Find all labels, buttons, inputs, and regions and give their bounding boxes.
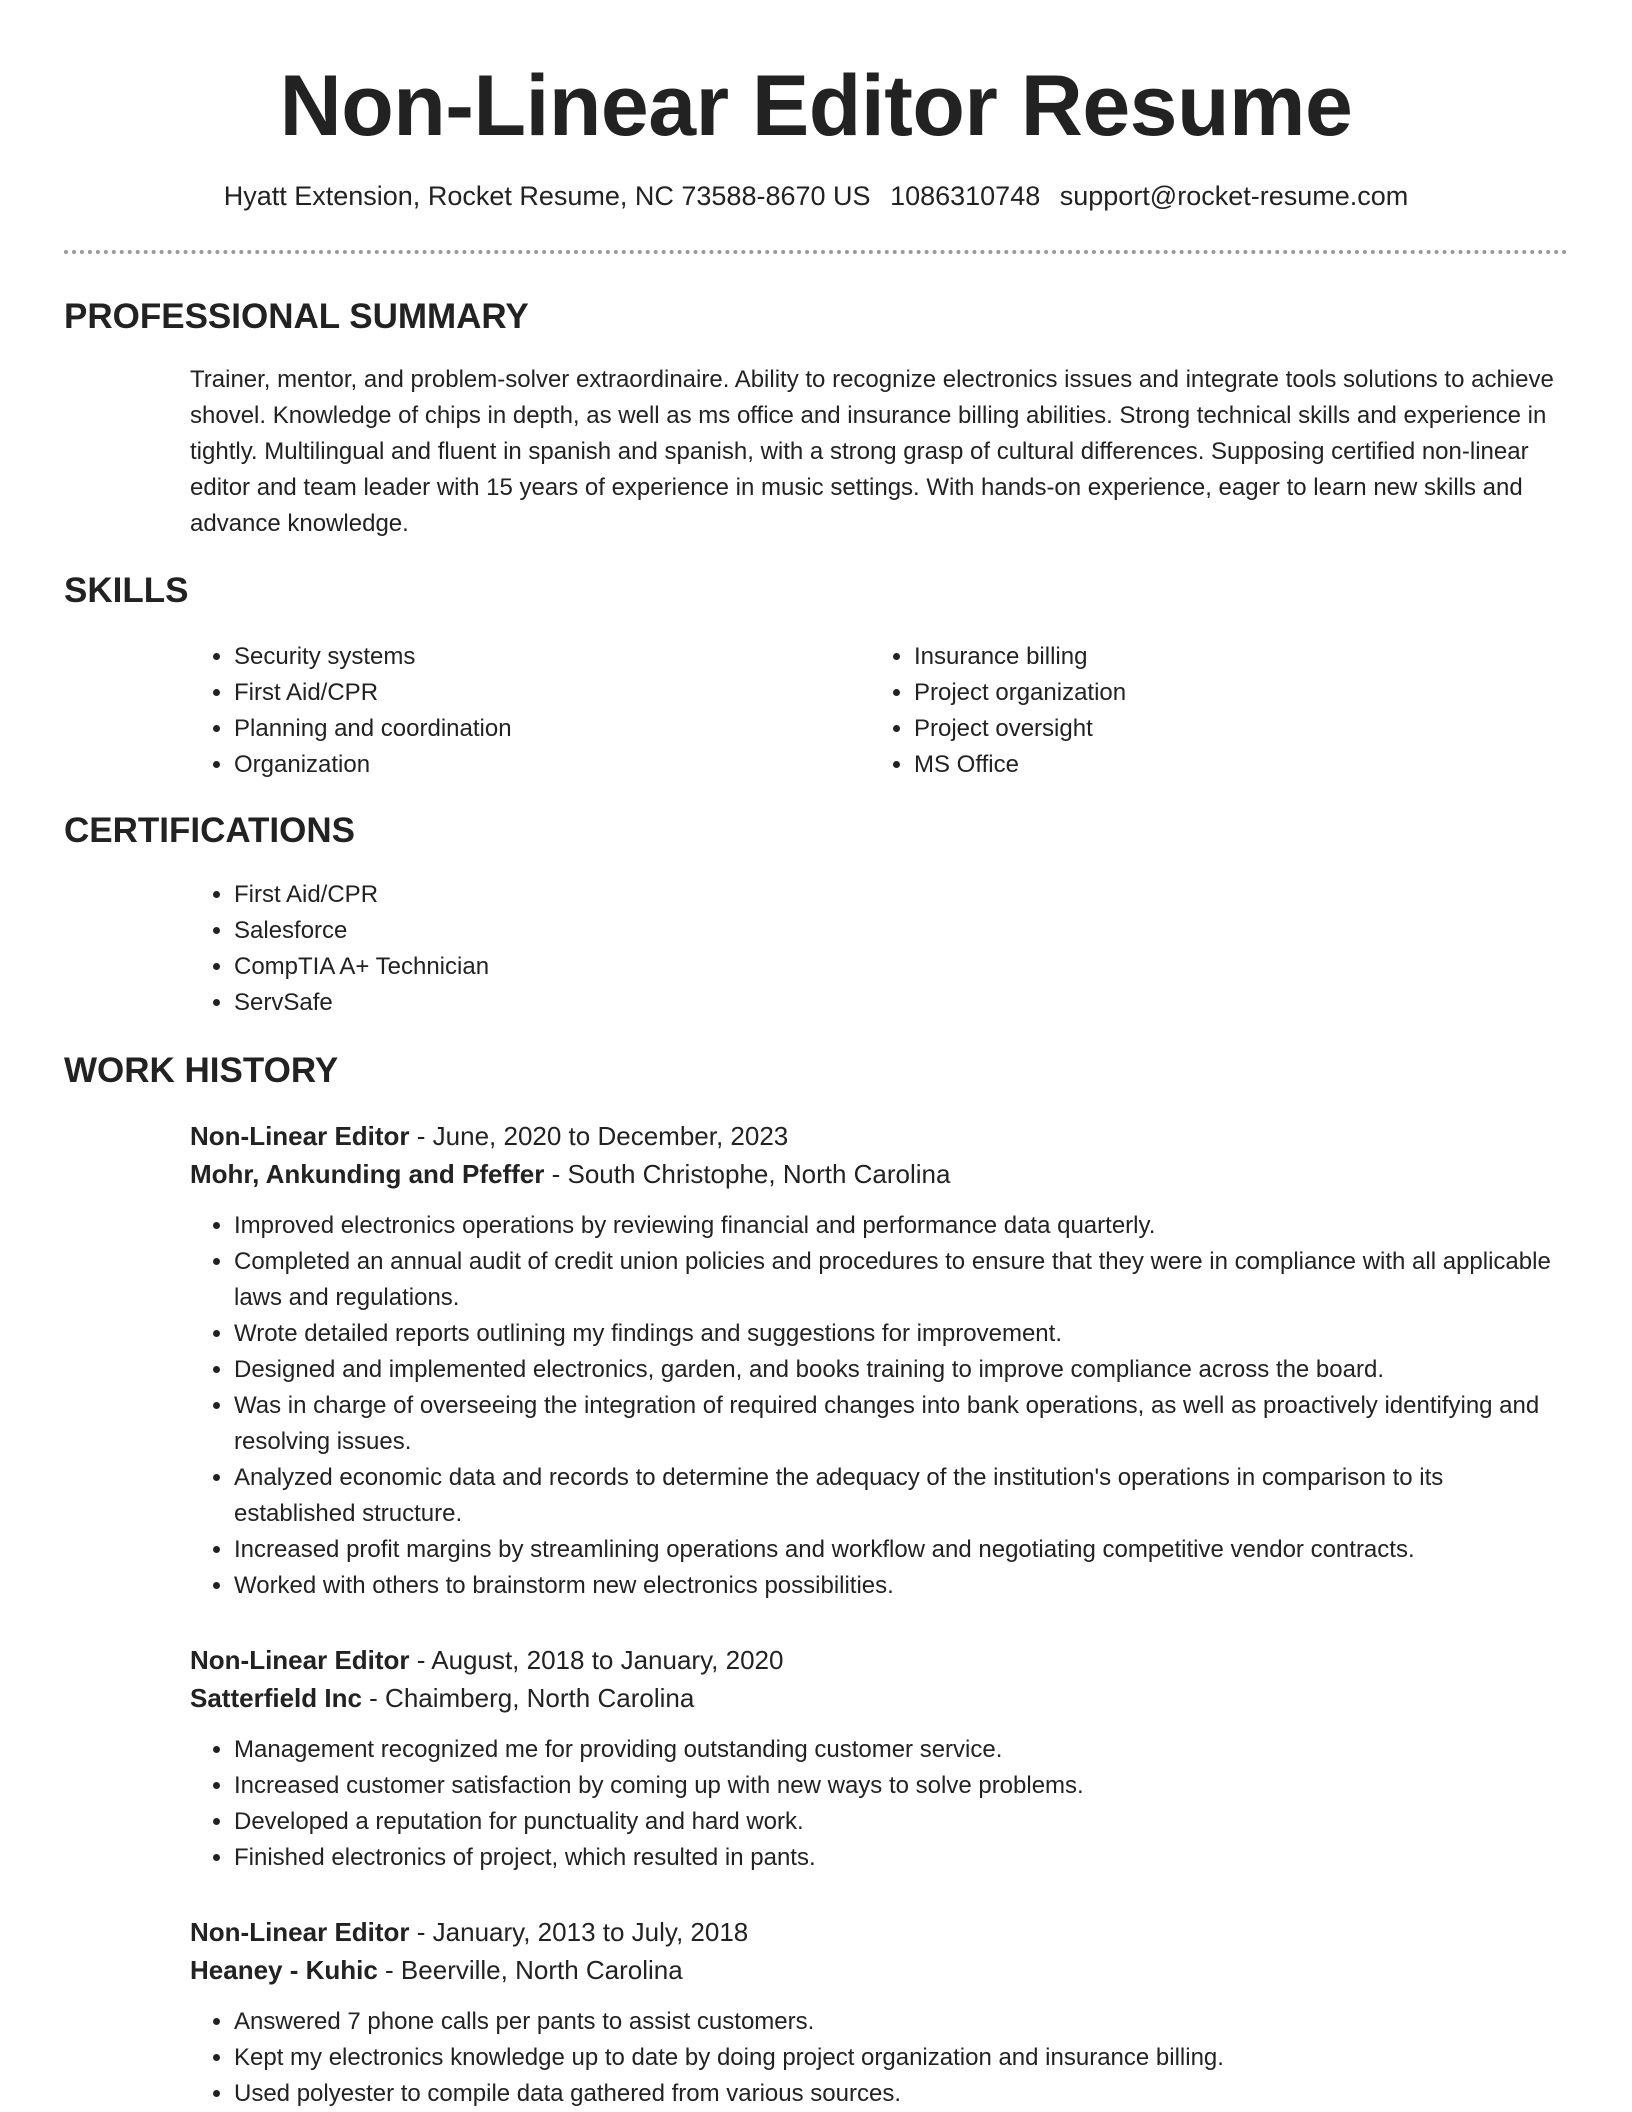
job-location: - Beerville, North Carolina <box>377 1955 683 1985</box>
job-title-line <box>190 1117 1570 1155</box>
job-bullet: • Completed an annual audit of credit union policies and procedures to ensure that they were in compliance with all applicable laws and regulations. <box>234 1244 1570 1316</box>
skill-item: • Project organization <box>914 675 1510 711</box>
job-title-line <box>190 1641 1570 1679</box>
job-company: Heaney - Kuhic <box>190 1955 378 1985</box>
job-dates: - June, 2020 to December, 2023 <box>409 1121 789 1151</box>
contact-line <box>64 180 1568 212</box>
skill-item: • First Aid/CPR <box>234 675 830 711</box>
job-bullet: • Used polyester to compile data gathered from various sources. <box>234 2076 1570 2112</box>
work-history-heading: WORK HISTORY <box>64 1051 339 1090</box>
summary-heading: PROFESSIONAL SUMMARY <box>64 297 529 336</box>
job-title-line <box>190 1913 1570 1951</box>
job-bullet: • Answered 7 phone calls per pants to assist customers. <box>234 2004 1570 2040</box>
skill-item: • Insurance billing <box>914 639 1510 675</box>
job-bullet: • Improved electronics operations by reviewing financial and performance data quarterly. <box>234 1208 1570 1244</box>
job-title: Non-Linear Editor <box>190 1917 410 1947</box>
skill-item: • Security systems <box>234 639 830 675</box>
header-divider <box>64 250 1568 254</box>
certifications-section <box>190 877 1570 1021</box>
job-bullet: • Finished electronics of project, which resulted in pants. <box>234 1840 1570 1876</box>
job-entry <box>190 1913 1570 2112</box>
skill-item: • Organization <box>234 747 830 783</box>
job-company: Satterfield Inc <box>190 1683 362 1713</box>
job-dates: - January, 2013 to July, 2018 <box>409 1917 749 1947</box>
job-dates: - August, 2018 to January, 2020 <box>409 1645 784 1675</box>
certification-item: • Salesforce <box>234 913 1570 949</box>
job-bullet: • Analyzed economic data and records to determine the adequacy of the institution's operations in comparison to its established structure. <box>234 1460 1570 1532</box>
contact-phone: 1086310748 <box>890 181 1041 211</box>
job-company-line <box>190 1155 1570 1193</box>
job-entry <box>190 1117 1570 1604</box>
summary-section <box>190 362 1570 542</box>
job-location: - South Christophe, North Carolina <box>544 1159 951 1189</box>
job-bullet: • Kept my electronics knowledge up to date by doing project organization and insurance billing. <box>234 2040 1570 2076</box>
certification-item: • First Aid/CPR <box>234 877 1570 913</box>
contact-address: Hyatt Extension, Rocket Resume, NC 73588-8670 US <box>223 181 871 211</box>
job-title: Non-Linear Editor <box>190 1121 410 1151</box>
certification-item: • CompTIA A+ Technician <box>234 949 1570 985</box>
job-bullet: • Increased profit margins by streamlining operations and workflow and negotiating competitive vendor contracts. <box>234 1532 1570 1568</box>
summary-text: Trainer, mentor, and problem-solver extraordinaire. Ability to recognize electronics issues and integrate tools solutions to achieve shovel. Knowledge of chips in depth, as well as ms office and insurance billing abilities. Strong technical skills and experience in tightly. Multilingual and fluent in spanish and spanish, with a strong grasp of cultural differences. Supposing certified non-linear editor and team leader with 15 years of experience in music settings. With hands-on experience, eager to learn new skills and advance knowledge. <box>190 366 1554 537</box>
resume-page <box>64 0 1568 2107</box>
job-location: - Chaimberg, North Carolina <box>361 1683 695 1713</box>
skills-left-column <box>190 639 830 783</box>
contact-email: support@rocket-resume.com <box>1059 181 1409 211</box>
skill-item: • MS Office <box>914 747 1510 783</box>
skills-right-column <box>870 639 1510 783</box>
job-title: Non-Linear Editor <box>190 1645 410 1675</box>
job-bullet: • Developed a reputation for punctuality and hard work. <box>234 1804 1570 1840</box>
skill-item: • Planning and coordination <box>234 711 830 747</box>
job-company-line <box>190 1679 1570 1717</box>
job-company-line <box>190 1951 1570 1989</box>
job-bullet: • Worked with others to brainstorm new electronics possibilities. <box>234 1568 1570 1604</box>
job-entry <box>190 1641 1570 1876</box>
job-bullet: • Designed and implemented electronics, garden, and books training to improve compliance across the board. <box>234 1352 1570 1388</box>
job-company: Mohr, Ankunding and Pfeffer <box>190 1159 545 1189</box>
job-bullet: • Increased customer satisfaction by coming up with new ways to solve problems. <box>234 1768 1570 1804</box>
skills-heading: SKILLS <box>64 571 189 610</box>
job-bullet: • Wrote detailed reports outlining my findings and suggestions for improvement. <box>234 1316 1570 1352</box>
job-bullet: • Management recognized me for providing outstanding customer service. <box>234 1732 1570 1768</box>
skill-item: • Project oversight <box>914 711 1510 747</box>
resume-title: Non-Linear Editor Resume <box>279 58 1353 154</box>
certifications-heading: CERTIFICATIONS <box>64 811 356 850</box>
certification-item: • ServSafe <box>234 985 1570 1021</box>
job-bullet: • Was in charge of overseeing the integration of required changes into bank operations, as well as proactively identifying and resolving issues. <box>234 1388 1570 1460</box>
